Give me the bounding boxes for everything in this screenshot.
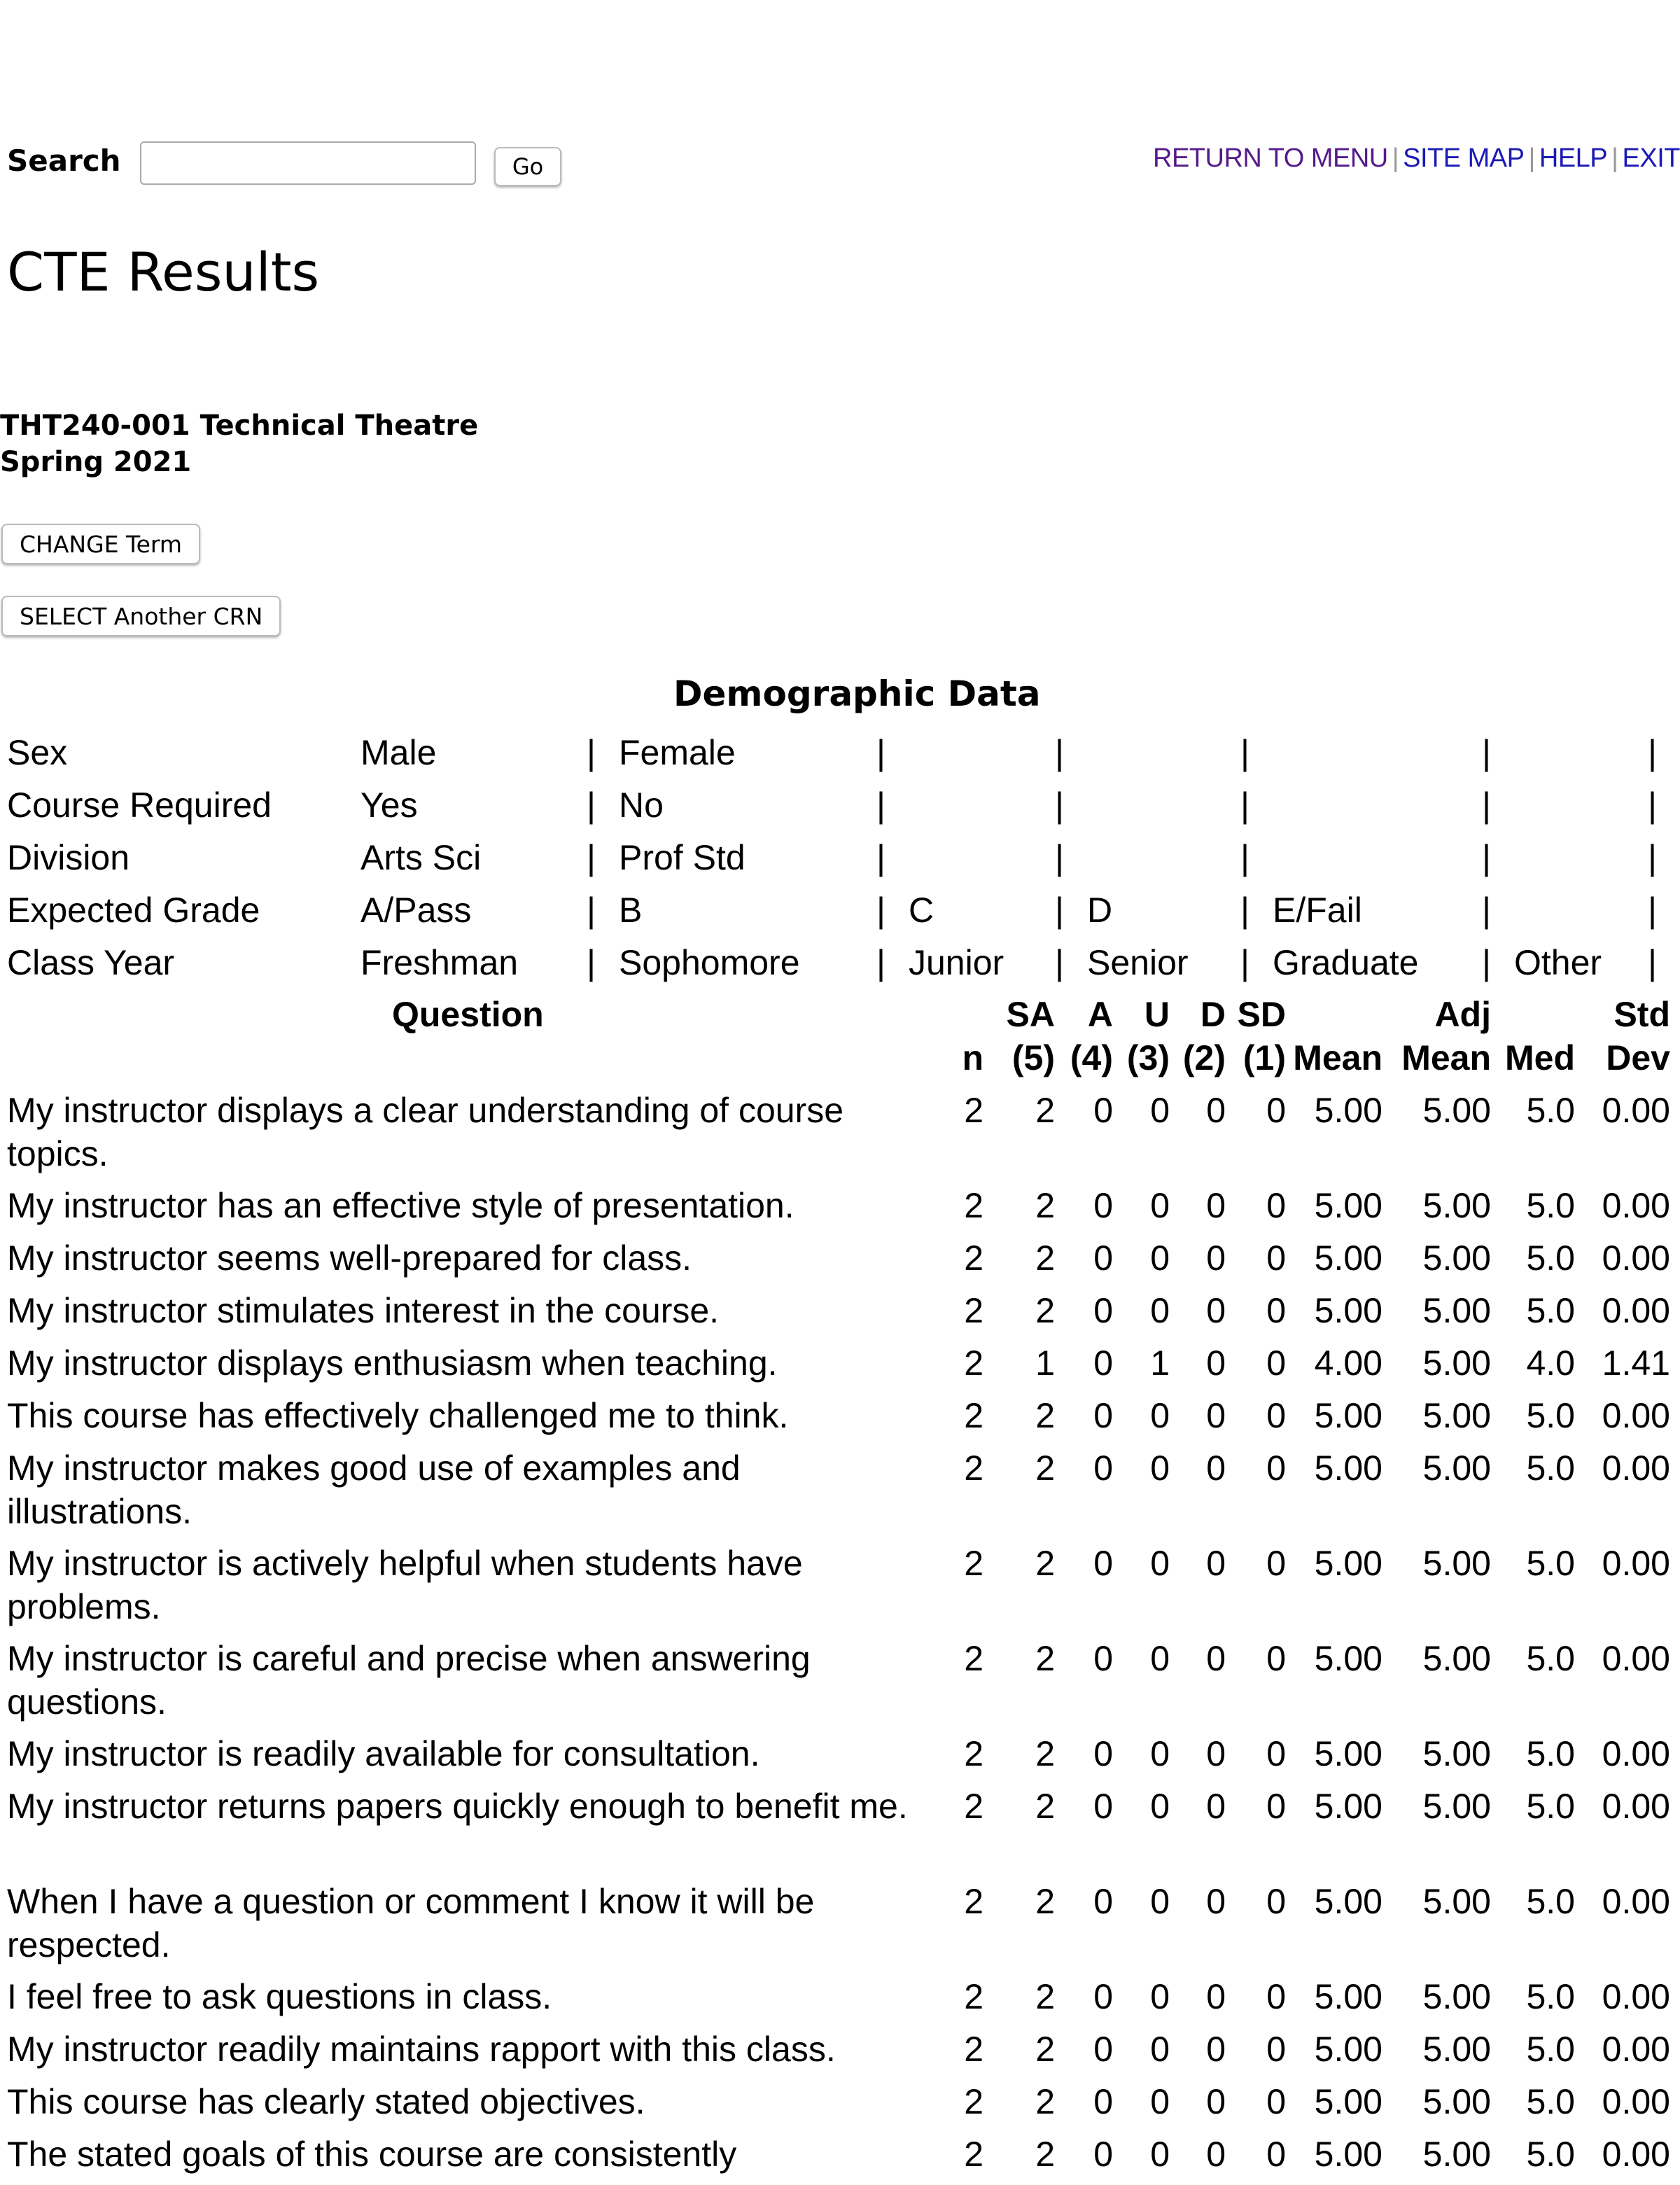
column-header-bottom: (1): [1242, 1038, 1286, 1077]
demographic-row: [0, 884, 1680, 937]
question-value: 0: [1206, 1238, 1226, 1278]
question-value: 5.00: [1422, 2030, 1491, 2069]
question-value: 5.0: [1526, 1977, 1575, 2016]
question-row: [0, 1236, 1680, 1289]
question-value: 5.00: [1422, 1882, 1491, 1921]
column-header-top: Std: [1614, 995, 1670, 1034]
column-separator: |: [1482, 891, 1491, 930]
question-value: 5.00: [1422, 1343, 1491, 1383]
question-value: 5.0: [1526, 1186, 1575, 1225]
demographic-row: [0, 832, 1680, 884]
question-row: [0, 1089, 1680, 1184]
question-value: 0: [1150, 1544, 1170, 1583]
question-value: 0: [1150, 1882, 1170, 1921]
question-text: This course has effectively challenged me to think.: [7, 1396, 789, 1435]
column-header-top: A: [1087, 995, 1113, 1034]
return-to-menu-link[interactable]: RETURN TO MENU: [1153, 144, 1388, 173]
question-value: 0.00: [1602, 1396, 1670, 1435]
question-value: 5.00: [1314, 1448, 1382, 1488]
question-value: 0: [1206, 1977, 1226, 2016]
nav-separator: |: [1528, 144, 1535, 173]
question-row: [0, 1289, 1680, 1341]
question-text: My instructor is actively helpful when students have problems.: [7, 1544, 803, 1626]
question-value: 5.00: [1314, 1291, 1382, 1330]
question-value: 5.00: [1422, 1091, 1491, 1130]
question-value: 5.0: [1526, 1734, 1575, 1773]
column-separator: |: [876, 786, 886, 825]
question-value: 0: [1206, 2030, 1226, 2069]
column-header-bottom: Mean: [1401, 1038, 1491, 1077]
course-name: THT240-001 Technical Theatre: [0, 410, 479, 442]
question-value: 2: [964, 1396, 983, 1435]
question-value: 1.41: [1602, 1343, 1670, 1383]
demographic-table: [0, 727, 1680, 989]
question-text: My instructor readily maintains rapport with this class.: [7, 2030, 836, 2069]
question-value: 2: [1035, 1186, 1055, 1225]
column-separator: |: [1648, 838, 1657, 877]
question-value: 0: [1093, 1882, 1113, 1921]
question-value: 2: [964, 1343, 983, 1383]
question-value: 0.00: [1602, 1091, 1670, 1130]
question-value: 1: [1150, 1343, 1170, 1383]
question-value: 0: [1266, 1882, 1286, 1921]
question-value: 5.0: [1526, 1787, 1575, 1826]
question-value: 2: [964, 2135, 983, 2174]
question-value: 0: [1206, 1343, 1226, 1383]
demographic-row: [0, 727, 1680, 779]
question-value: 5.0: [1526, 1639, 1575, 1678]
question-row: [0, 1542, 1680, 1637]
question-value: 0: [1206, 1544, 1226, 1583]
question-row: [0, 1880, 1680, 1975]
question-text: My instructor returns papers quickly enough to benefit me.: [7, 1787, 908, 1826]
demographic-row: [0, 937, 1680, 989]
page-title: CTE Results: [7, 241, 320, 303]
column-header-top: D: [1200, 995, 1226, 1034]
column-separator: |: [587, 838, 596, 877]
column-header-top: SA: [1006, 995, 1055, 1034]
question-value: 4.00: [1314, 1343, 1382, 1383]
question-row: [0, 1341, 1680, 1394]
help-link[interactable]: HELP: [1539, 144, 1608, 173]
question-value: 0.00: [1602, 1882, 1670, 1921]
question-value: 0.00: [1602, 2082, 1670, 2121]
question-text: My instructor has an effective style of presentation.: [7, 1186, 794, 1225]
question-value: 0: [1266, 2135, 1286, 2174]
question-value: 5.0: [1526, 2135, 1575, 2174]
question-value: 0: [1093, 1396, 1113, 1435]
demographic-row-label: Division: [7, 838, 130, 877]
question-value: 2: [964, 2082, 983, 2121]
question-value: 0: [1150, 1787, 1170, 1826]
column-header-bottom: (2): [1182, 1038, 1226, 1077]
question-value: 5.00: [1314, 1734, 1382, 1773]
question-text: My instructor stimulates interest in the course.: [7, 1291, 720, 1330]
question-value: 0: [1266, 1396, 1286, 1435]
column-separator: |: [1240, 733, 1250, 772]
question-value: 5.00: [1314, 1396, 1382, 1435]
demographic-value: E/Fail: [1273, 891, 1362, 930]
column-separator: |: [1648, 733, 1657, 772]
question-value: 5.0: [1526, 2030, 1575, 2069]
demographic-value: Senior: [1087, 943, 1189, 982]
question-value: 0: [1266, 1639, 1286, 1678]
question-value: 0: [1266, 2082, 1286, 2121]
question-value: 0: [1206, 1186, 1226, 1225]
question-value: 2: [964, 1238, 983, 1278]
question-value: 0: [1266, 1544, 1286, 1583]
column-separator: |: [1648, 891, 1657, 930]
question-value: 0: [1150, 1734, 1170, 1773]
question-value: 0: [1266, 1977, 1286, 2016]
site-map-link[interactable]: SITE MAP: [1403, 144, 1525, 173]
question-value: 0.00: [1602, 1448, 1670, 1488]
course-info: [0, 407, 478, 480]
question-value: 0.00: [1602, 2135, 1670, 2174]
questions-table: [0, 1089, 1680, 2185]
question-value: 0.00: [1602, 2030, 1670, 2069]
question-value: 0: [1206, 1291, 1226, 1330]
question-value: 0: [1150, 1448, 1170, 1488]
column-header-bottom: Med: [1505, 1038, 1575, 1077]
column-separator: |: [1240, 838, 1250, 877]
question-value: 0.00: [1602, 1544, 1670, 1583]
question-value: 2: [1035, 1396, 1055, 1435]
question-value: 5.0: [1526, 1396, 1575, 1435]
question-value: 5.00: [1314, 1544, 1382, 1583]
question-value: 0: [1266, 1291, 1286, 1330]
question-value: 5.00: [1314, 1787, 1382, 1826]
question-row: [0, 1446, 1680, 1542]
question-value: 0: [1150, 1238, 1170, 1278]
demographic-title: Demographic Data: [673, 673, 1041, 714]
question-value: 5.00: [1314, 2030, 1382, 2069]
question-value: 2: [964, 1186, 983, 1225]
question-value: 2: [1035, 1787, 1055, 1826]
question-value: 2: [964, 2030, 983, 2069]
question-value: 5.0: [1526, 1882, 1575, 1921]
question-value: 4.0: [1526, 1343, 1575, 1383]
question-value: 0: [1206, 1639, 1226, 1678]
question-value: 2: [1035, 2030, 1055, 2069]
question-row: [0, 1184, 1680, 1236]
question-value: 5.0: [1526, 1091, 1575, 1130]
question-value: 0: [1093, 1291, 1113, 1330]
question-value: 5.00: [1314, 1238, 1382, 1278]
question-value: 0: [1266, 1734, 1286, 1773]
question-value: 0: [1150, 1977, 1170, 2016]
question-row: [0, 1637, 1680, 1732]
column-separator: |: [1648, 786, 1657, 825]
question-value: 2: [1035, 2135, 1055, 2174]
question-value: 5.00: [1422, 1448, 1491, 1488]
demographic-value: No: [619, 786, 664, 825]
question-value: 2: [964, 1734, 983, 1773]
question-value: 2: [964, 1882, 983, 1921]
question-value: 5.00: [1422, 1787, 1491, 1826]
question-value: 2: [1035, 1734, 1055, 1773]
column-separator: |: [1055, 838, 1064, 877]
question-value: 2: [964, 1639, 983, 1678]
demographic-value: Other: [1514, 943, 1602, 982]
search-input[interactable]: [140, 141, 476, 185]
question-value: 5.00: [1314, 1186, 1382, 1225]
demographic-row-label: Sex: [7, 733, 68, 772]
question-value: 0: [1266, 1448, 1286, 1488]
question-value: 5.00: [1422, 1544, 1491, 1583]
column-separator: |: [876, 891, 886, 930]
exit-link[interactable]: EXIT: [1622, 144, 1680, 173]
question-value: 5.00: [1314, 1882, 1382, 1921]
question-row: [0, 1975, 1680, 2027]
question-value: 0: [1093, 2030, 1113, 2069]
question-value: 0: [1206, 1787, 1226, 1826]
question-value: 5.0: [1526, 1291, 1575, 1330]
question-value: 5.00: [1314, 2082, 1382, 2121]
question-value: 5.0: [1526, 1238, 1575, 1278]
demographic-value: C: [909, 891, 934, 930]
question-value: 0: [1093, 1734, 1113, 1773]
demographic-value: Prof Std: [619, 838, 746, 877]
question-value: 2: [964, 1291, 983, 1330]
question-value: 2: [1035, 2082, 1055, 2121]
nav-separator: |: [1611, 144, 1618, 173]
question-text: The stated goals of this course are consistently: [7, 2135, 737, 2174]
question-value: 0: [1266, 1186, 1286, 1225]
column-separator: |: [587, 733, 596, 772]
demographic-value: Graduate: [1273, 943, 1419, 982]
column-header-top: SD: [1237, 995, 1286, 1034]
question-text: My instructor displays a clear understanding of course topics.: [7, 1091, 844, 1173]
demographic-value: Arts Sci: [360, 838, 482, 877]
demographic-value: B: [619, 891, 643, 930]
question-value: 0: [1150, 2082, 1170, 2121]
course-term: Spring 2021: [0, 446, 192, 478]
question-value: 2: [964, 1091, 983, 1130]
question-value: 0: [1093, 1091, 1113, 1130]
question-value: 5.0: [1526, 1544, 1575, 1583]
top-navigation: [1153, 144, 1680, 174]
question-value: 0: [1150, 1186, 1170, 1225]
go-button[interactable]: Go: [494, 147, 561, 186]
question-text: My instructor is careful and precise when answering questions.: [7, 1639, 811, 1722]
question-value: 0: [1266, 1343, 1286, 1383]
question-value: 5.00: [1422, 2082, 1491, 2121]
question-value: 2: [1035, 1544, 1055, 1583]
question-value: 0: [1093, 1186, 1113, 1225]
question-value: 2: [1035, 1291, 1055, 1330]
question-value: 0.00: [1602, 1639, 1670, 1678]
question-value: 5.0: [1526, 2082, 1575, 2121]
question-value: 0: [1206, 1882, 1226, 1921]
demographic-value: Yes: [360, 786, 418, 825]
question-value: 0.00: [1602, 1977, 1670, 2016]
question-value: 0: [1150, 1639, 1170, 1678]
column-header-top: U: [1144, 995, 1170, 1034]
question-text: When I have a question or comment I know it will be respected.: [7, 1882, 815, 1964]
question-value: 5.00: [1422, 1186, 1491, 1225]
column-header-bottom: (5): [1011, 1038, 1055, 1077]
column-separator: |: [1240, 891, 1250, 930]
question-value: 5.00: [1422, 1396, 1491, 1435]
nav-separator: |: [1392, 144, 1399, 173]
question-value: 0: [1093, 1787, 1113, 1826]
column-separator: |: [1648, 943, 1657, 982]
question-value: 5.0: [1526, 1448, 1575, 1488]
demographic-row-label: Class Year: [7, 943, 175, 982]
question-value: 0: [1093, 1639, 1113, 1678]
question-value: 5.00: [1422, 1734, 1491, 1773]
question-value: 0: [1206, 2135, 1226, 2174]
question-value: 0: [1206, 1091, 1226, 1130]
demographic-row-label: Course Required: [7, 786, 272, 825]
question-value: 0: [1206, 2082, 1226, 2121]
question-text: My instructor seems well-prepared for class.: [7, 1238, 692, 1278]
question-value: 0: [1150, 2030, 1170, 2069]
column-separator: |: [876, 943, 886, 982]
column-header-bottom: Mean: [1293, 1038, 1382, 1077]
column-separator: |: [587, 786, 596, 825]
question-value: 0: [1266, 2030, 1286, 2069]
question-value: 0.00: [1602, 1186, 1670, 1225]
question-value: 2: [1035, 1977, 1055, 2016]
demographic-value: Sophomore: [619, 943, 800, 982]
question-row: [0, 2080, 1680, 2132]
column-separator: |: [587, 943, 596, 982]
column-separator: |: [1240, 786, 1250, 825]
column-header-top: Adj: [1434, 995, 1491, 1034]
question-row: [0, 2027, 1680, 2080]
question-value: 0.00: [1602, 1734, 1670, 1773]
question-value: 5.00: [1422, 1291, 1491, 1330]
question-value: 2: [964, 1977, 983, 2016]
question-value: 0: [1093, 2135, 1113, 2174]
question-text: This course has clearly stated objectives.: [7, 2082, 645, 2121]
question-column-header: Question: [392, 995, 544, 1034]
question-value: 0.00: [1602, 1238, 1670, 1278]
column-separator: |: [1055, 733, 1064, 772]
question-value: 5.00: [1422, 1977, 1491, 2016]
question-text: My instructor makes good use of examples and illustrations.: [7, 1448, 741, 1531]
question-row: [0, 1394, 1680, 1446]
question-value: 1: [1035, 1343, 1055, 1383]
question-value: 2: [1035, 1091, 1055, 1130]
question-value: 5.00: [1314, 1639, 1382, 1678]
question-value: 0: [1093, 1977, 1113, 2016]
question-value: 2: [964, 1787, 983, 1826]
question-row: [0, 1732, 1680, 1785]
question-value: 0: [1206, 1734, 1226, 1773]
demographic-value: Female: [619, 733, 736, 772]
select-another-crn-button[interactable]: SELECT Another CRN: [1, 596, 281, 636]
question-value: 2: [1035, 1238, 1055, 1278]
question-value: 2: [1035, 1639, 1055, 1678]
question-value: 0: [1093, 2082, 1113, 2121]
question-value: 0: [1206, 1396, 1226, 1435]
column-separator: |: [876, 733, 886, 772]
demographic-value: Male: [360, 733, 437, 772]
question-value: 0: [1266, 1238, 1286, 1278]
column-separator: |: [1055, 891, 1064, 930]
search-label: Search: [7, 144, 121, 178]
question-value: 5.00: [1422, 1238, 1491, 1278]
question-value: 0.00: [1602, 1787, 1670, 1826]
demographic-row-label: Expected Grade: [7, 891, 260, 930]
column-separator: |: [1482, 786, 1491, 825]
question-text: My instructor is readily available for consultation.: [7, 1734, 760, 1773]
question-value: 5.00: [1314, 1091, 1382, 1130]
question-value: 0: [1206, 1448, 1226, 1488]
column-separator: |: [1055, 943, 1064, 982]
question-value: 0: [1150, 1091, 1170, 1130]
demographic-value: A/Pass: [360, 891, 472, 930]
question-value: 2: [1035, 1882, 1055, 1921]
question-value: 0: [1266, 1091, 1286, 1130]
column-separator: |: [1482, 838, 1491, 877]
demographic-value: Junior: [909, 943, 1004, 982]
question-value: 0: [1093, 1544, 1113, 1583]
question-text: I feel free to ask questions in class.: [7, 1977, 552, 2016]
column-separator: |: [1482, 943, 1491, 982]
question-value: 0: [1093, 1238, 1113, 1278]
question-value: 2: [1035, 1448, 1055, 1488]
demographic-value: Freshman: [360, 943, 519, 982]
demographic-row: [0, 779, 1680, 832]
column-header-bottom: n: [962, 1038, 983, 1077]
column-separator: |: [876, 838, 886, 877]
question-value: 0.00: [1602, 1291, 1670, 1330]
question-row: [0, 2132, 1680, 2185]
change-term-button[interactable]: CHANGE Term: [1, 524, 200, 564]
question-value: 0: [1150, 2135, 1170, 2174]
column-separator: |: [1055, 786, 1064, 825]
column-header-bottom: Dev: [1606, 1038, 1670, 1077]
demographic-value: D: [1087, 891, 1113, 930]
question-value: 0: [1093, 1343, 1113, 1383]
column-separator: |: [1240, 943, 1250, 982]
question-value: 0: [1093, 1448, 1113, 1488]
column-separator: |: [587, 891, 596, 930]
column-header-bottom: (3): [1126, 1038, 1170, 1077]
question-row: [0, 1785, 1680, 1880]
question-value: 5.00: [1314, 1977, 1382, 2016]
question-value: 5.00: [1422, 2135, 1491, 2174]
question-value: 5.00: [1422, 1639, 1491, 1678]
question-value: 0: [1150, 1291, 1170, 1330]
question-value: 2: [964, 1448, 983, 1488]
question-value: 2: [964, 1544, 983, 1583]
column-header-bottom: (4): [1070, 1038, 1113, 1077]
question-value: 0: [1150, 1396, 1170, 1435]
question-value: 5.00: [1314, 2135, 1382, 2174]
question-text: My instructor displays enthusiasm when teaching.: [7, 1343, 778, 1383]
column-separator: |: [1482, 733, 1491, 772]
question-value: 0: [1266, 1787, 1286, 1826]
